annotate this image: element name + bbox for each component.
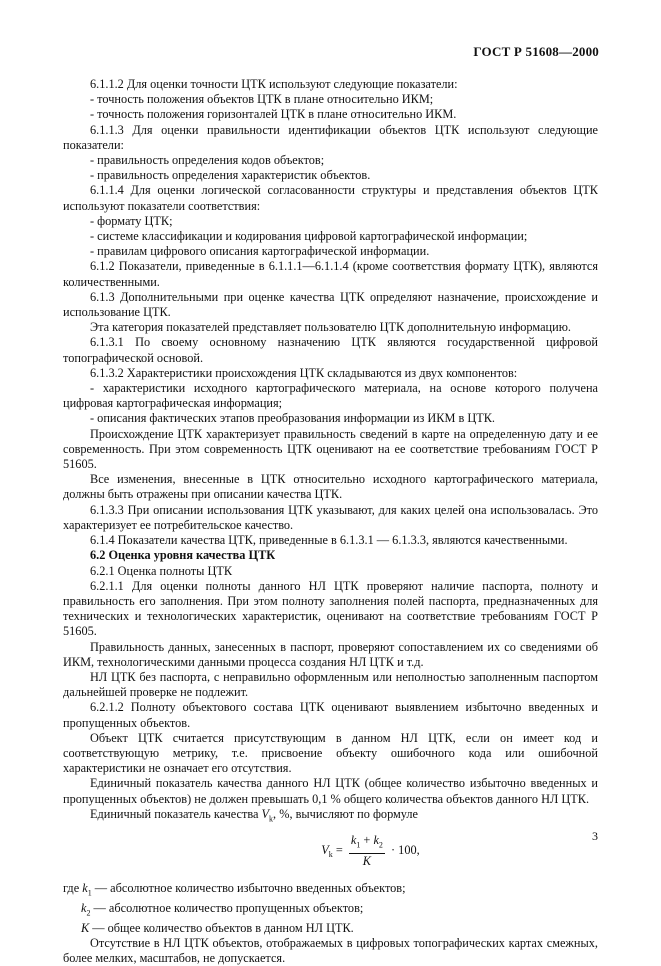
paragraph: 6.1.1.4 Для оценки логической согласованности структуры и представления объектов ЦТК используют показатели соответствия: [63,183,598,213]
paragraph: - системе классификации и кодирования цифровой картографической информации; [90,229,528,244]
paragraph: Правильность данных, занесенных в паспорт, проверяют сопоставлением их со сведениями об ИКМ, технологическими данными процесса создания НЛ ЦТК и т.д. [63,639,598,669]
page-number: 3 [592,829,598,843]
paragraph: - точность положения объектов ЦТК в плане относительно ИКМ; [90,92,434,107]
formula-fraction [349,833,385,869]
paragraph: 6.2.1.1 Для оценки полноты данного НЛ ЦТК проверяют наличие паспорта, полноту и правильность его заполнения. При этом полноту заполнения полей паспорта, предназначенных для технических и технологических характеристик, оценивают на соответствие требованиям ГОСТ Р 51605. [63,578,598,639]
formula-intro-sub: k [269,814,274,824]
legend-item: где $k_1$ — абсолютное количество избыточно введенных объектов; [63,881,406,898]
formula-lhs-sub: k [328,850,333,860]
formula-intro [63,807,598,827]
paragraph: 6.1.1.3 Для оценки правильности идентификации объектов ЦТК используют следующие показатели: [63,122,598,152]
legend-item: K — общее количество объектов в данном НЛ ЦТК. [81,920,354,935]
paragraph: 6.1.2 Показатели, приведенные в 6.1.1.1—6.1.1.4 (кроме соответствия формату ЦТК), являются количественными. [63,259,598,289]
paragraph: - характеристики исходного картографического материала, на основе которого получена цифровая картографическая информация; [63,381,598,411]
paragraph: 6.2.1.2 Полноту объектового состава ЦТК оценивают выявлением избыточно введенных и пропущенных объектов. [63,700,598,730]
paragraph: Происхождение ЦТК характеризует правильность сведений в карте на определенную дату и ее современность. При этом современность ЦТК оценивают на ее соответствие требованиям ГОСТ Р 51605. [63,426,598,472]
paragraph: - правилам цифрового описания картографической информации. [90,244,430,259]
formula-denominator: K [362,854,371,869]
formula-numerator: $k_1 + k_2$ [349,833,385,854]
paragraph: НЛ ЦТК без паспорта, с неправильно оформленным или неполностью заполненным паспортом дальнейшей проверке не подлежит. [63,669,598,700]
paragraph: 6.1.3.3 При описании использования ЦТК указывают, для каких целей она использовалась. Это характеризует ее потребительское качество. [63,502,598,532]
document-header: ГОСТ Р 51608—2000 [473,44,599,59]
formula-intro-var: V [261,806,270,821]
paragraph: 6.1.3 Дополнительными при оценке качества ЦТК определяют назначение, происхождение и использование ЦТК. [63,289,598,320]
paragraph: - правильность определения кодов объектов; [90,153,325,168]
formula-intro-text: Единичный показатель качества [90,806,262,821]
closing-paragraph: Отсутствие в НЛ ЦТК объектов, отображаемых в цифровых топографических картах смежных, более мелких, масштабов, не допускается. [63,935,598,966]
legend-item: $k_2$ — абсолютное количество пропущенных объектов; [81,901,364,918]
paragraph: 6.1.3.2 Характеристики происхождения ЦТК складываются из двух компонентов: [90,365,518,380]
formula-multiplier: · 100, [391,843,420,858]
paragraph: Объект ЦТК считается присутствующим в данном НЛ ЦТК, если он имеет код и соответствующую метрику, т.е. присвоение объекту ошибочного кода или ошибочной характеристики не означает его отсутствия. [63,730,598,776]
paragraph: - описания фактических этапов преобразования информации из ИКМ в ЦТК. [90,411,496,426]
paragraph-list [63,77,598,807]
paragraph: 6.1.4 Показатели качества ЦТК, приведенные в 6.1.3.1 — 6.1.3.3, являются качественными. [90,533,568,548]
paragraph: 6.2.1 Оценка полноты ЦТК [90,563,233,578]
formula-lhs: V [321,843,329,858]
formula: $V_k$ = $\frac{k_1 + k_2}{K}$ · 100, [321,833,420,869]
paragraph: - точность положения горизонталей ЦТК в плане относительно ИКМ. [90,107,457,122]
paragraph: Все изменения, внесенные в ЦТК относительно исходного картографического материала, должны быть отражены при описании качества ЦТК. [63,472,598,502]
formula-intro-tail: , %, вычисляют по формуле [273,806,419,821]
paragraph: Эта категория показателей представляет пользователю ЦТК дополнительную информацию. [90,320,571,335]
document-body [63,77,598,966]
section-heading: 6.2 Оценка уровня качества ЦТК [90,548,276,563]
paragraph: 6.1.1.2 Для оценки точности ЦТК используют следующие показатели: [90,77,458,91]
paragraph: Единичный показатель качества данного НЛ ЦТК (общее количество избыточно введенных и пропущенных объектов) не должен превышать 0,1 % общего количества объектов данного НЛ ЦТК. [63,776,598,806]
paragraph: 6.1.3.1 По своему основному назначению ЦТК являются государственной цифровой топографической основой. [63,335,598,365]
formula-legend [63,881,598,936]
paragraph: - правильность определения характеристик объектов. [90,168,371,183]
paragraph: - формату ЦТК; [90,213,173,228]
